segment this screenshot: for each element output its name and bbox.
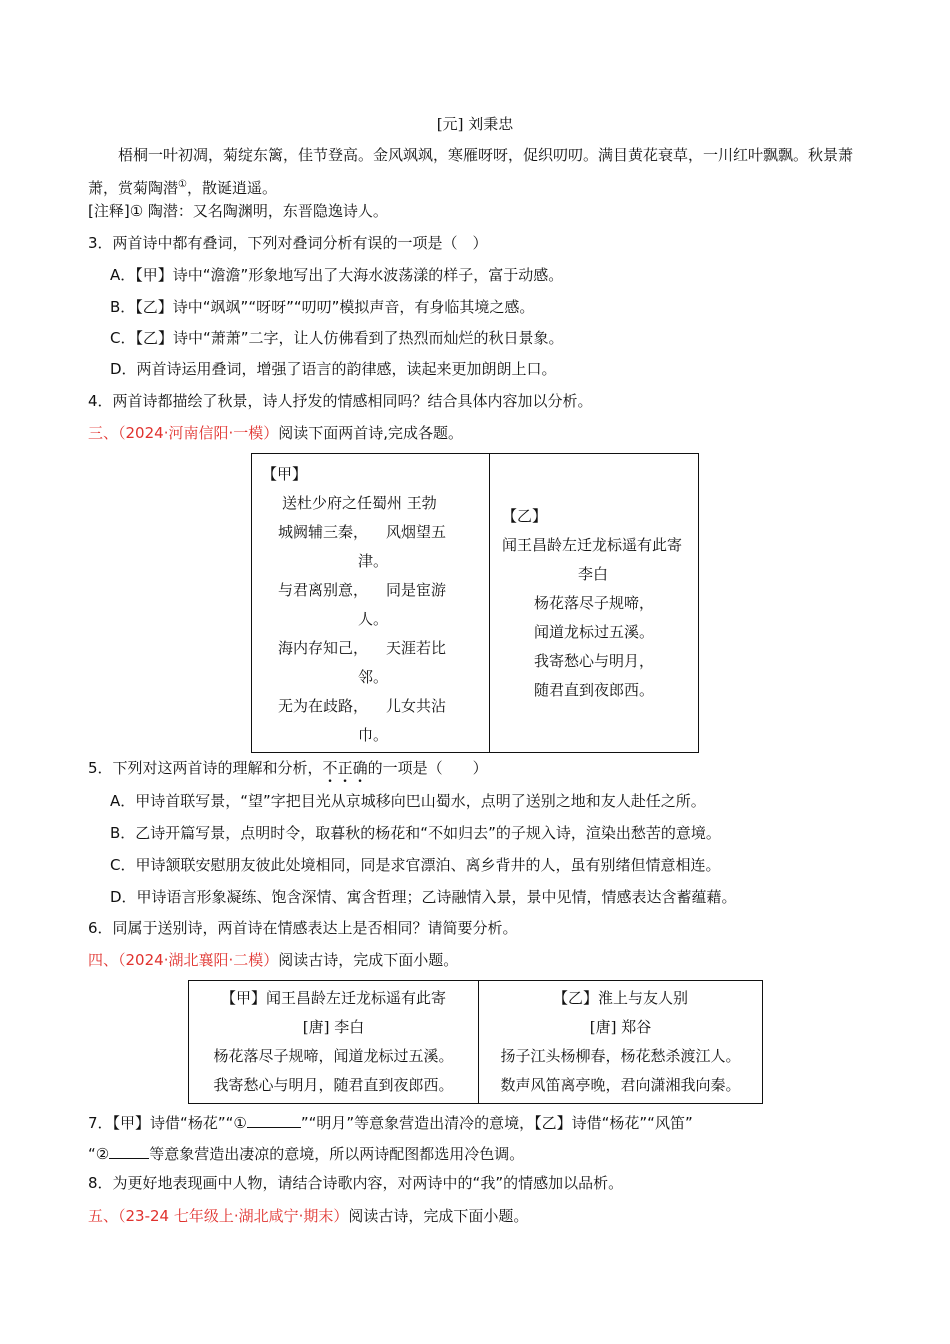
jia-title: 送杜少府之任蜀州 王勃 [282,494,437,512]
section-3-heading: 三、（2024·河南信阳·一模）阅读下面两首诗,完成各题。 [88,424,464,442]
yi-line: 我寄愁心与明月， [534,651,655,670]
poem-text: 梧桐一叶初凋，菊绽东篱，佳节登高。金风飒飒，寒雁呀呀，促织叨叨。满目黄花衰草，一川红叶飘飘。秋景萧萧，赏菊陶潜①，散诞逍遥。 [88,146,854,197]
q3-option-c: C．【乙】诗中“萧萧”二字，让人仿佛看到了热烈而灿烂的秋日景象。 [110,329,564,347]
answer-blank-1[interactable] [247,1111,301,1128]
question-7-cont: “② 等意象营造出凄凉的意境，所以两诗配图都选用冷色调。 [88,1142,524,1164]
t2-jia-line: 杨花落尽子规啼，闻道龙标过五溪。 [213,1047,454,1065]
question-4: 4．两首诗都描绘了秋景，诗人抒发的情感相同吗？结合具体内容加以分析。 [88,392,593,410]
t2-jia-title: 【甲】闻王昌龄左迁龙标遥有此寄 [220,989,446,1007]
question-6: 6．同属于送别诗，两首诗在情感表达上是否相同？请简要分析。 [88,919,518,937]
q5-option-b: B．乙诗开篇写景，点明时令，取暮秋的杨花和“不如归去”的子规入诗，渲染出愁苦的意境。 [110,824,721,842]
yi-label: 【乙】 [502,506,548,525]
poem-jia-cell [252,454,490,753]
t2-yi-author: [唐] 郑谷 [589,1018,652,1036]
poem-author: [元] 刘秉忠 [436,115,514,133]
q5-option-a: A．甲诗首联写景，“望”字把目光从京城移向巴山蜀水，点明了送别之地和友人赴任之所。 [110,792,706,810]
t2-yi-line: 扬子江头杨柳春，杨花愁杀渡江人。 [500,1047,741,1065]
jia-line: 与君离别意， 同是宦游 [278,581,447,599]
q5-option-c: C．甲诗颔联安慰朋友彼此处境相同，同是求官漂泊、离乡背井的人，虽有别绪但情意相连。 [110,856,721,874]
t2-jia-line: 我寄愁心与明月，随君直到夜郎西。 [213,1076,454,1094]
jia-line: 人。 [358,610,389,628]
jia-line: 海内存知己， 天涯若比 [278,639,447,657]
poem-2-jia-cell [189,981,479,1104]
question-7: 7．【甲】诗借“杨花”“① ”“明月”等意象营造出清冷的意境，【乙】诗借“杨花”“风笛” [88,1111,693,1133]
t2-yi-title: 【乙】淮上与友人别 [552,989,688,1007]
question-3: 3．两首诗中都有叠词，下列对叠词分析有误的一项是（ ） [88,234,488,252]
jia-line: 津。 [358,552,389,570]
section-5-heading: 五、（23-24 七年级上·湖北咸宁·期末）阅读古诗，完成下面小题。 [88,1207,529,1225]
jia-line: 无为在歧路， 儿女共沾 [278,697,447,715]
q3-option-b: B．【乙】诗中“飒飒”“呀呀”“叨叨”模拟声音，有身临其境之感。 [110,298,535,316]
jia-lines [262,518,489,750]
section-4-heading: 四、（2024·湖北襄阳·二模）阅读古诗，完成下面小题。 [88,951,459,969]
poem-yi-cell [490,454,699,753]
yi-line: 随君直到夜郎西。 [534,680,655,699]
question-8: 8．为更好地表现画中人物，请结合诗歌内容，对两诗中的“我”的情感加以品析。 [88,1174,624,1192]
poem-table-1 [251,453,699,753]
yi-line: 杨花落尽子规啼， [534,593,655,612]
poem-2-yi-cell [479,981,763,1104]
poem-table-2 [188,980,763,1104]
yi-lines [502,589,698,705]
t2-jia-author: [唐] 李白 [302,1018,365,1036]
poem-note: [注释]① 陶潜：又名陶渊明，东晋隐逸诗人。 [88,202,388,220]
question-5: 5．下列对这两首诗的理解和分析，不正确的一项是（ ） [88,759,488,777]
q3-option-a: A．【甲】诗中“澹澹”形象地写出了大海水波荡漾的样子，富于动感。 [110,266,564,284]
yi-line: 闻道龙标过五溪。 [534,622,655,641]
q5-option-d: D．甲诗语言形象凝练、饱含深情、寓含哲理；乙诗融情入景，景中见情，情感表达含蓄蕴藉。 [110,888,737,906]
jia-line: 邻。 [358,668,389,686]
jia-line: 巾。 [358,726,389,744]
yi-title: 闻王昌龄左迁龙标遥有此寄 [502,535,683,554]
q3-option-d: D．两首诗运用叠词，增强了语言的韵律感，读起来更加朗朗上口。 [110,360,557,378]
answer-blank-2[interactable] [109,1142,149,1159]
yi-author: 李白 [577,564,608,583]
jia-label: 【甲】 [262,465,308,483]
t2-yi-line: 数声风笛离亭晚，君向潇湘我向秦。 [500,1076,741,1094]
jia-line: 城阙辅三秦， 风烟望五 [278,523,447,541]
